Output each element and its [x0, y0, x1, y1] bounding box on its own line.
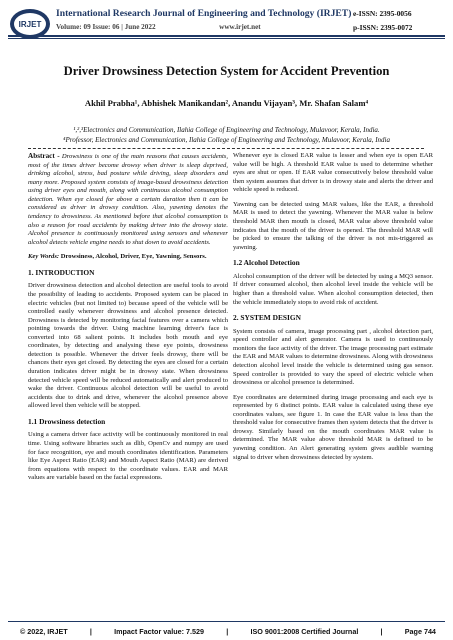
footer-page-number: Page 744 [404, 627, 436, 636]
pissn: p-ISSN: 2395-0072 [353, 23, 413, 32]
heading-system-design: 2. SYSTEM DESIGN [233, 313, 301, 323]
keywords-label: Key Words: [28, 253, 60, 261]
journal-volume [56, 23, 261, 31]
alcohol-text: Alcohol consumption of the driver will be detected by using a MQ3 sensor. If driver consumed alcohol, then alcohol level inside the vehicle will be higher than a threshold value. When alcohol consumption detected, then the vehicle immediately stops to avoid risk of accident. [233, 272, 433, 306]
affiliation-2: ⁴Professor, Electronics and Communication, Ilahia College of Engineering and Technology, Mulavoor, Kerala, India [63, 136, 390, 144]
ear-paragraph: Whenever eye is closed EAR value is lesser and when eye is open EAR value will be high. A threshold EAR value is used to determine whether eyes are shut or open. If EAR value consecutively below threshold value then system assumes that driver is in drowsy state and alerts the driver and vehicle speed is reduced. [233, 152, 433, 194]
abstract [28, 152, 228, 247]
journal-name: International Research Journal of Engineering and Technology (IRJET) [56, 8, 352, 19]
eissn: e-ISSN: 2395-0056 [353, 9, 412, 18]
system-design-text-2: Eye coordinates are determined during image processing and each eye is represented by 6 distinct points. EAR value is calculated using these eye coordinates values, see figure 1. In case the EAR value is less than the threshold value for consecutive frames then system detects that the driver is drowsy. Similarly based on the mouth coordinates MAR value is determined. The MAR value above threshold MAR is defined to be yawning condition. An Alert generating system gives audible warning signal to driver when drowsiness detected by system. [233, 393, 433, 461]
affiliation-1: ¹,²,³Electronics and Communication, Ilahia College of Engineering and Technology, Mulavoor, Kerala, India. [73, 126, 380, 134]
left-column [28, 152, 228, 489]
paper-title: Driver Drowsiness Detection System for Accident Prevention [63, 64, 390, 78]
footer-impact-factor: Impact Factor value: 7.529 [114, 627, 204, 636]
right-column [233, 152, 433, 468]
journal-website: www.irjet.net [219, 23, 261, 31]
yawning-paragraph: Yawning can be detected using MAR values, like the EAR, a threshold MAR is used to detect the yawning. Whenever the MAR value is below threshold MAR then mouth is closed, MAR value above threshold value indicates that the mouth of the driver is opened. The threshold MAR will be picked to ensure the talking of the driver is not mis-triggered as yawning. [233, 200, 433, 251]
abstract-label: Abstract - [28, 152, 60, 160]
footer-iso: ISO 9001:2008 Certified Journal [250, 627, 359, 636]
paper-authors: Akhil Prabha¹, Abhishek Manikandan², Anandu Vijayan³, Mr. Shafan Salam⁴ [84, 98, 369, 108]
header-rule-thin [8, 38, 445, 39]
volume-issue: Volume: 09 Issue: 06 | June 2022 [56, 23, 156, 31]
header-rule [8, 35, 445, 37]
system-design-text-1: System consists of camera, image processing part , alcohol detection part, speed controller and alert generator. Camera is used to continuously monitors the face activity of the driver. The image processing part estimate the EAR and MAR values to determine drowsiness. Along with drowsiness detection alcohol level inside the vehicle is determined using gas sensor. Speed controller is provided to vary the speed of electric vehicle when drowsiness or alcohol presence is determined. [233, 327, 433, 387]
abstract-text: Drowsiness is one of the main reasons that causes accidents, most of the times driver become drowsy when driver is sleep deprived, drinking alcohol, stress, bad posture while driving, sleep disorders and many more. Proposed system consists of image-based drowsiness detection using driver eyes and mouth, along with continuous alcohol consumption detection. When eye closed for above a certain duration then it can be considered as driver in drowsy condition. Also, yawning denotes the tendency to drowsiness. As mentioned before that alcohol consumption is also a reason for road accidents by making driver into the drowsy state. Alcohol presence is continuously monitored using sensors and whenever alcohol detects vehicle engine needs to shut down to avoid accidents. [28, 153, 229, 246]
introduction-text: Driver drowsiness detection and alcohol detection are useful tools to avoid the possibility of leading to accidents. Proposed system can be placed in electric vehicles (but not limited to) because speed of the vehicle will be controlled easily whenever drowsiness and alcohol presence detected. Drowsiness is detected by monitoring facial features over a camera which pointing towards the driver. Using machine learning driver's face is converted into 68 salient points. It includes both mouth and eye coordinates, by detecting and analysing these eye points, drowsiness detection is possible. Whenever the driver feels drowsy, there will be chances their eyes get closed. By detecting the eyes are closed for a certain duration indicates driver might be in drowsy state. When drowsiness detected vehicle speed will be reduced automatically and alert produced to wake the driver. Continuous alcohol detection will be useful to avoid accidents due to drink and drive, whenever the alcohol presence above allowed level then vehicle will be stopped. [28, 282, 228, 410]
footer-rule [8, 621, 445, 622]
drowsiness-text: Using a camera driver face activity will be continuously monitored in real time. Using software libraries such as dlib, OpenCv and numpy are used for face recognition, eye and mouth coordinates identification. Parameters like Eye Aspect Ratio (EAR) and Mouth Aspect Ratio (MAR) are derived from equations with respect to the coordinate values. EAR and MAR values are variable based on the facial expressions. [28, 431, 228, 482]
logo-text: IRJET [18, 20, 42, 29]
heading-drowsiness-detection: 1.1 Drowsiness detection [28, 416, 106, 426]
footer-copyright: © 2022, IRJET [20, 627, 68, 636]
title-divider [28, 148, 424, 149]
keywords [28, 253, 228, 262]
page-footer: © 2022, IRJET | Impact Factor value: 7.529 | ISO 9001:2008 Certified Journal | Page 744 [20, 627, 436, 636]
keywords-text: Drowsiness, Alcohol, Driver, Eye, Yawning, Sensors. [59, 253, 207, 261]
heading-alcohol-detection: 1.2 Alcohol Detection [233, 258, 300, 268]
heading-introduction: 1. INTRODUCTION [28, 267, 95, 277]
